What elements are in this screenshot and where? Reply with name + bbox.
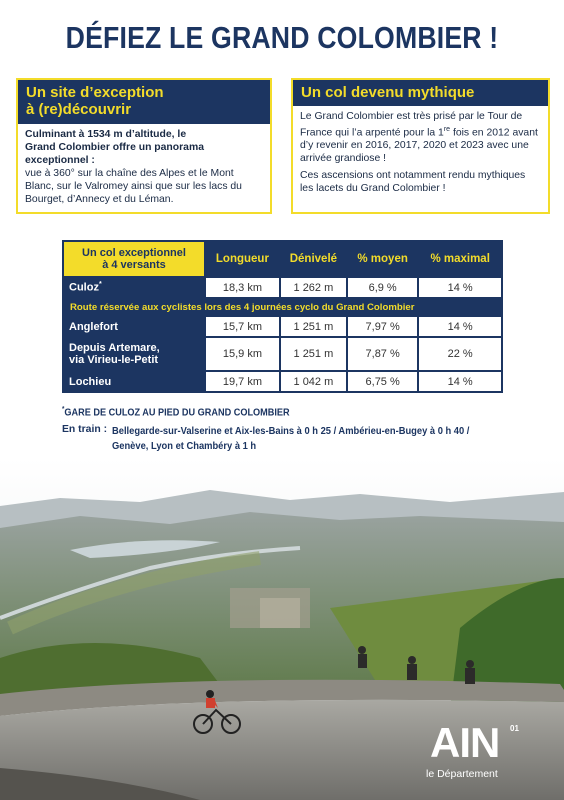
train-label: En train :: [62, 424, 108, 435]
summit-intro-line3: exceptionnel :: [25, 155, 95, 166]
table-header-row: [63, 241, 502, 277]
table-row: [63, 277, 502, 298]
train-route-line2: Genève, Lyon et Chambéry à 1 h: [112, 441, 257, 452]
cell-length: 15,7 km: [205, 316, 280, 337]
table-row: [63, 371, 502, 392]
row-name-culoz: [63, 277, 205, 298]
cell-max: 14 %: [418, 371, 502, 392]
table-corner-label: [63, 241, 205, 277]
cell-avg: 7,97 %: [347, 316, 418, 337]
culoz-asterisk: *: [98, 281, 102, 289]
cell-length: 18,3 km: [205, 277, 280, 298]
station-asterisk: *: [62, 406, 65, 413]
header-elevation: Dénivelé: [280, 241, 347, 277]
station-title: GARE DE CULOZ AU PIED DU GRAND COLOMBIER: [64, 407, 290, 419]
summit-intro-line2: Grand Colombier offre un panorama: [25, 142, 204, 153]
cyclists-only-note: Route réservée aux cyclistes lors des 4 journées cyclo du Grand Colombier: [63, 298, 502, 316]
panorama-text: vue à 360° sur la chaîne des Alpes et le Mont Blanc, sur le Valromey ainsi que sur les lacs du Bourget, d’Annecy et du Léman.: [25, 168, 242, 205]
logo-number: 01: [510, 724, 519, 733]
exception-site-heading-line2: à (re)découvrir: [26, 101, 132, 118]
row-name-anglefort: Anglefort: [63, 316, 205, 337]
corner-line1: Un col exceptionnel: [82, 247, 186, 259]
cell-avg: 7,87 %: [347, 337, 418, 371]
train-route-line1: Bellegarde-sur-Valserine et Aix-les-Bains à 0 h 25 / Ambérieu-en-Bugey à 0 h 40 /: [112, 426, 470, 437]
tour-de-france-paragraph: [300, 110, 541, 165]
cell-avg: 6,75 %: [347, 371, 418, 392]
tour-text-a: Le Grand Colombier est très prisé par le Tour de France qui l’a arpenté pour la 1: [300, 111, 523, 139]
mythic-pass-box: [291, 78, 550, 214]
cell-elevation: 1 251 m: [280, 337, 347, 371]
cell-length: 19,7 km: [205, 371, 280, 392]
exception-site-heading-line1: Un site d’exception: [26, 84, 164, 101]
tour-text-sup: re: [443, 126, 451, 133]
station-heading: [62, 406, 290, 418]
tour-text-b: fois en 2012 avant d’y revenir en 2016, 2017, 2020 et 2023 avec une arrivée grandiose !: [300, 127, 538, 165]
train-routes: [112, 424, 508, 454]
cell-max: 14 %: [418, 277, 502, 298]
artemare-line1: Depuis Artemare,: [69, 342, 160, 354]
cell-length: 15,9 km: [205, 337, 280, 371]
cell-elevation: 1 251 m: [280, 316, 347, 337]
ain-department-logo: [424, 719, 544, 782]
header-length: Longueur: [205, 241, 280, 277]
table-row: [63, 337, 502, 371]
cell-avg: 6,9 %: [347, 277, 418, 298]
logo-ain: AIN: [430, 719, 500, 766]
row-name-artemare: [63, 337, 205, 371]
cell-max: 14 %: [418, 316, 502, 337]
culoz-label: Culoz: [69, 281, 99, 294]
table-row: [63, 316, 502, 337]
header-max-grade: % maximal: [418, 241, 502, 277]
cell-max: 22 %: [418, 337, 502, 371]
lacets-paragraph: Ces ascensions ont notamment rendu mythiques les lacets du Grand Colombier !: [300, 170, 526, 195]
header-avg-grade: % moyen: [347, 241, 418, 277]
table-note-row: [63, 298, 502, 316]
summit-intro-line1: Culminant à 1534 m d’altitude, le: [25, 129, 187, 140]
artemare-line2: via Virieu-le-Petit: [69, 354, 159, 366]
page-title: DÉFIEZ LE GRAND COLOMBIER !: [65, 20, 499, 55]
corner-line2: à 4 versants: [102, 259, 166, 271]
exception-site-box: [16, 78, 272, 214]
climbs-table: [62, 240, 503, 393]
logo-department: le Département: [426, 768, 498, 780]
cell-elevation: 1 262 m: [280, 277, 347, 298]
exception-site-body: [18, 124, 270, 210]
exception-site-heading: [18, 80, 270, 124]
mythic-pass-heading: Un col devenu mythique: [293, 80, 548, 106]
cell-elevation: 1 042 m: [280, 371, 347, 392]
mythic-pass-body: [293, 106, 548, 199]
row-name-lochieu: Lochieu: [63, 371, 205, 392]
